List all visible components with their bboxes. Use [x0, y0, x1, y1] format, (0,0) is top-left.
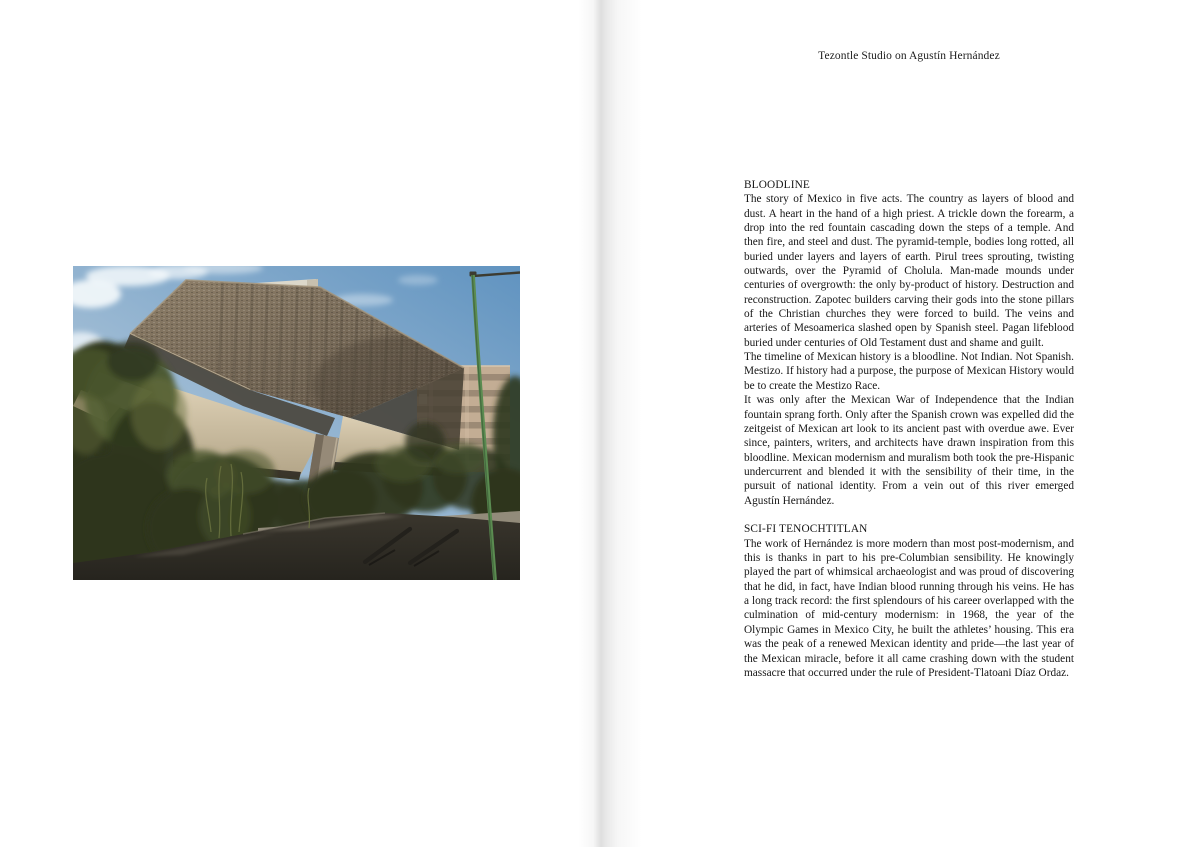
section-heading: BLOODLINE [744, 179, 810, 191]
section-heading: SCI-FI TENOCHTITLAN [744, 523, 868, 536]
section-bloodline [744, 178, 1074, 508]
paragraph: The timeline of Mexican history is a bloodline. Not Indian. Not Spanish. Mestizo. If history had a purpose, the purpose of Mexican History would be to create the Mestizo Race. [744, 351, 1074, 392]
paragraph: The story of Mexico in five acts. The country as layers of blood and dust. A heart in the hand of a high priest. A trickle down the forearm, a drop into the red fountain cascading down the steps of a temple. And then fire, and steel and dust. The pyramid-temple, bodies long rotted, all buried under layers and layers of earth. Pirul trees sprouting, twisting outwards, over the Pyramid of Cholula. Man-made mounds under centuries of overgrowth: the only by-product of history. Destruction and reconstruction. Zapotec builders carving their gods into the stone pillars of the Christian churches they were forced to build. The veins and arteries of Mesoamerica slashed open by Spanish steel. Pagan lifeblood buried under centuries of Old Testament dust and shame and guilt. [744, 193, 1074, 349]
architecture-photo-illustration [73, 266, 520, 580]
paragraph: It was only after the Mexican War of Independence that the Indian fountain sprang forth. Only after the Spanish crown was expelled did the zeitgeist of Mexican art look to its ancient past with overdue awe. Ever since, painters, writers, and architects have drawn inspiration from this bloodline. Mexican modernism and muralism both took the pre-Hispanic undercurrent and blended it with the sensibility of their time, in the pursuit of national identity. From a vein out of this river emerged Agustín Hernández. [744, 394, 1074, 507]
running-head: Tezontle Studio on Agustín Hernández [818, 50, 1000, 62]
section-sci-fi-tenochtitlan [744, 522, 1074, 680]
page-right [599, 0, 1200, 847]
architecture-photo [73, 266, 520, 580]
paragraph: The work of Hernández is more modern than most post-modernism, and this is thanks in part to his pre-Columbian sensibility. He knowingly played the part of whimsical archaeologist and was proud of discovering that he did, in fact, have Indian blood running through his veins. He has a long track record: the first splendours of his career overlapped with the culmination of mid-century modernism: in 1968, the year of the Olympic Games in Mexico City, he built the athletes’ housing. This era was the peak of a renewed Mexican identity and pride—the last year of the Mexican miracle, before it all came crashing down with the student massacre that occurred under the rule of President-Tlatoani Díaz Ordaz. [744, 537, 1074, 679]
article-text [744, 178, 1074, 680]
page-left [0, 0, 599, 847]
